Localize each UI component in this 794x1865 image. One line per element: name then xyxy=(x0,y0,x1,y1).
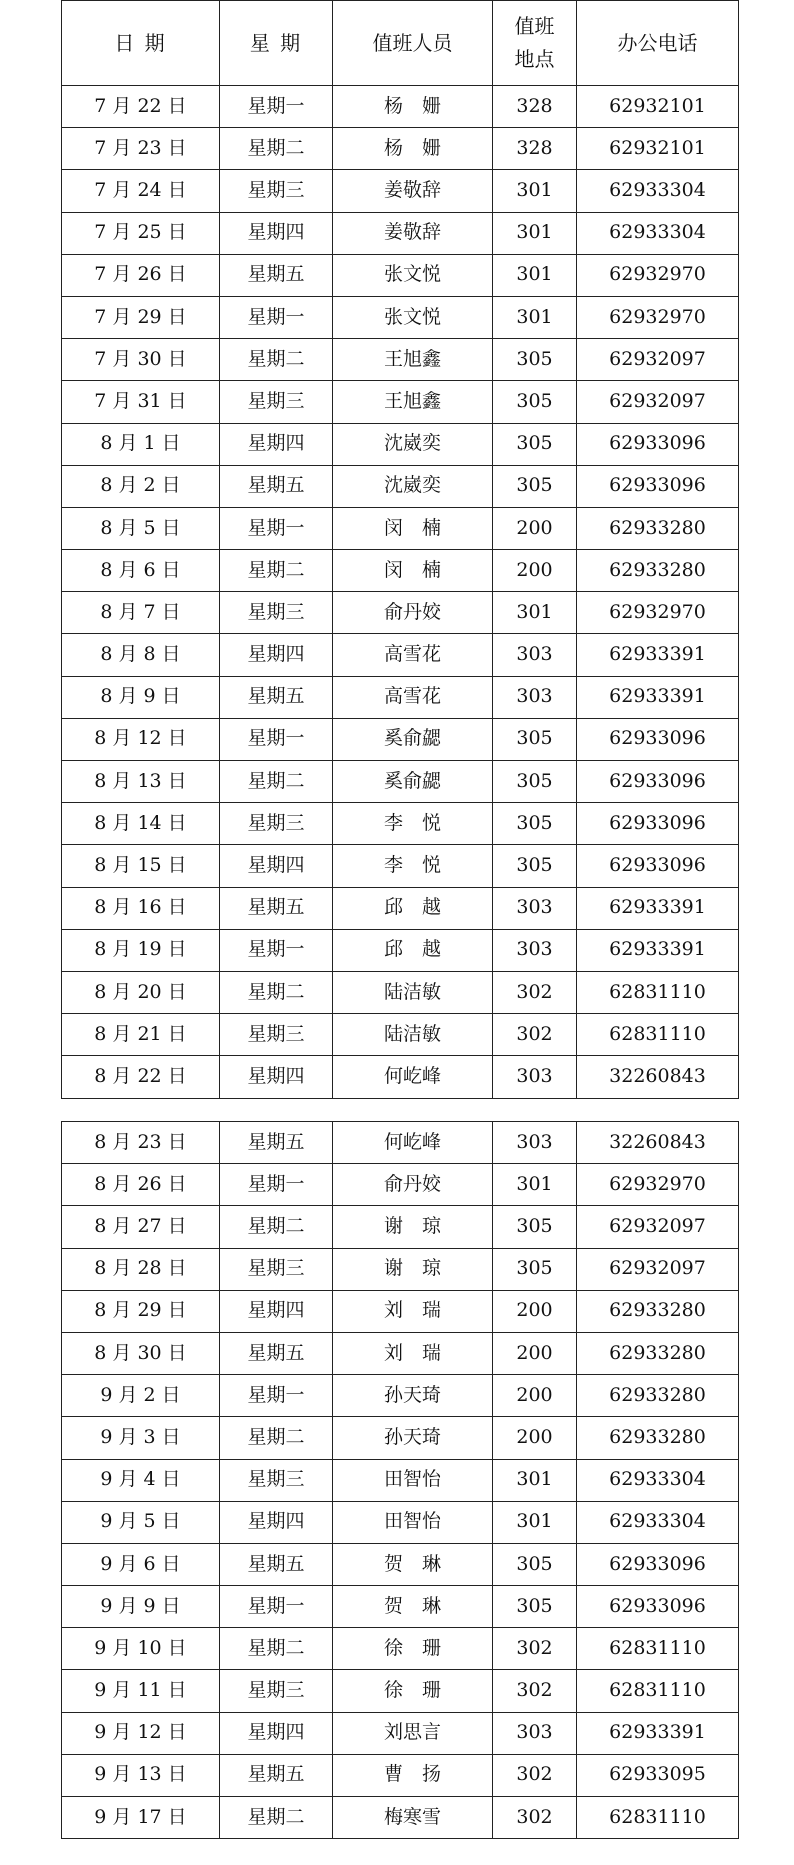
cell-location: 305 xyxy=(493,803,577,845)
cell-phone: 62932970 xyxy=(577,254,739,296)
cell-location: 200 xyxy=(493,1375,577,1417)
cell-staff: 杨 姗 xyxy=(333,86,493,128)
cell-weekday: 星期三 xyxy=(220,1248,333,1290)
cell-staff: 谢 琼 xyxy=(333,1206,493,1248)
cell-date: 9 月 12 日 xyxy=(62,1712,220,1754)
table-row xyxy=(62,254,739,296)
cell-location: 305 xyxy=(493,761,577,803)
table-row xyxy=(62,86,739,128)
cell-weekday: 星期一 xyxy=(220,718,333,760)
cell-weekday: 星期五 xyxy=(220,254,333,296)
cell-location: 302 xyxy=(493,1797,577,1839)
cell-location: 305 xyxy=(493,1586,577,1628)
cell-weekday: 星期五 xyxy=(220,1122,333,1164)
cell-weekday: 星期四 xyxy=(220,845,333,887)
cell-location: 200 xyxy=(493,1290,577,1332)
cell-weekday: 星期二 xyxy=(220,339,333,381)
cell-location: 301 xyxy=(493,1164,577,1206)
cell-phone: 62933304 xyxy=(577,170,739,212)
cell-phone: 62933095 xyxy=(577,1754,739,1796)
cell-date: 9 月 10 日 xyxy=(62,1628,220,1670)
cell-phone: 62831110 xyxy=(577,1628,739,1670)
cell-staff: 高雪花 xyxy=(333,634,493,676)
cell-staff: 奚俞勰 xyxy=(333,718,493,760)
cell-location: 303 xyxy=(493,929,577,971)
cell-phone: 62933304 xyxy=(577,1501,739,1543)
cell-phone: 62932097 xyxy=(577,381,739,423)
cell-date: 8 月 20 日 xyxy=(62,971,220,1013)
table-row xyxy=(62,1290,739,1332)
table-row xyxy=(62,381,739,423)
cell-weekday: 星期三 xyxy=(220,1670,333,1712)
cell-staff: 徐 珊 xyxy=(333,1670,493,1712)
cell-date: 8 月 16 日 xyxy=(62,887,220,929)
cell-staff: 俞丹姣 xyxy=(333,1164,493,1206)
cell-date: 8 月 19 日 xyxy=(62,929,220,971)
cell-phone: 62932970 xyxy=(577,1164,739,1206)
cell-weekday: 星期一 xyxy=(220,929,333,971)
cell-weekday: 星期二 xyxy=(220,550,333,592)
duty-schedule-table-part-2 xyxy=(61,1121,739,1839)
table-row xyxy=(62,718,739,760)
header-location xyxy=(493,1,577,86)
table-row xyxy=(62,803,739,845)
cell-weekday: 星期一 xyxy=(220,1164,333,1206)
cell-date: 7 月 23 日 xyxy=(62,128,220,170)
cell-staff: 徐 珊 xyxy=(333,1628,493,1670)
cell-weekday: 星期三 xyxy=(220,170,333,212)
cell-phone: 62932101 xyxy=(577,86,739,128)
cell-staff: 王旭鑫 xyxy=(333,381,493,423)
cell-staff: 田智怡 xyxy=(333,1459,493,1501)
header-weekday: 星 期 xyxy=(220,1,333,86)
cell-weekday: 星期三 xyxy=(220,381,333,423)
cell-weekday: 星期一 xyxy=(220,296,333,338)
cell-location: 200 xyxy=(493,550,577,592)
table-row xyxy=(62,1122,739,1164)
cell-staff: 孙天琦 xyxy=(333,1375,493,1417)
cell-phone: 62933391 xyxy=(577,929,739,971)
table-row xyxy=(62,1586,739,1628)
table-row xyxy=(62,212,739,254)
cell-date: 9 月 9 日 xyxy=(62,1586,220,1628)
cell-weekday: 星期二 xyxy=(220,1417,333,1459)
table-row xyxy=(62,339,739,381)
cell-location: 303 xyxy=(493,634,577,676)
table-row xyxy=(62,1206,739,1248)
cell-location: 301 xyxy=(493,592,577,634)
table-row xyxy=(62,1332,739,1374)
table-row xyxy=(62,1501,739,1543)
cell-weekday: 星期四 xyxy=(220,1712,333,1754)
cell-location: 200 xyxy=(493,1332,577,1374)
cell-date: 9 月 4 日 xyxy=(62,1459,220,1501)
cell-phone: 62933280 xyxy=(577,1332,739,1374)
cell-date: 8 月 8 日 xyxy=(62,634,220,676)
cell-location: 301 xyxy=(493,1501,577,1543)
cell-date: 7 月 24 日 xyxy=(62,170,220,212)
cell-date: 7 月 22 日 xyxy=(62,86,220,128)
table-row xyxy=(62,423,739,465)
cell-phone: 62831110 xyxy=(577,971,739,1013)
cell-phone: 62932097 xyxy=(577,1206,739,1248)
cell-date: 8 月 1 日 xyxy=(62,423,220,465)
table-row xyxy=(62,1712,739,1754)
cell-staff: 闵 楠 xyxy=(333,507,493,549)
cell-staff: 曹 扬 xyxy=(333,1754,493,1796)
cell-location: 303 xyxy=(493,1122,577,1164)
cell-phone: 62831110 xyxy=(577,1797,739,1839)
header-location-line-2: 地点 xyxy=(514,47,555,71)
cell-weekday: 星期五 xyxy=(220,465,333,507)
cell-phone: 62933280 xyxy=(577,1375,739,1417)
table-row xyxy=(62,1754,739,1796)
cell-staff: 沈崴奕 xyxy=(333,465,493,507)
cell-staff: 邱 越 xyxy=(333,887,493,929)
cell-weekday: 星期三 xyxy=(220,803,333,845)
cell-weekday: 星期四 xyxy=(220,1501,333,1543)
cell-phone: 62933304 xyxy=(577,1459,739,1501)
cell-location: 301 xyxy=(493,1459,577,1501)
cell-date: 8 月 14 日 xyxy=(62,803,220,845)
table-row xyxy=(62,1164,739,1206)
cell-location: 303 xyxy=(493,887,577,929)
cell-date: 8 月 30 日 xyxy=(62,1332,220,1374)
cell-staff: 田智怡 xyxy=(333,1501,493,1543)
cell-location: 301 xyxy=(493,170,577,212)
cell-date: 8 月 2 日 xyxy=(62,465,220,507)
cell-location: 200 xyxy=(493,507,577,549)
table-row xyxy=(62,1248,739,1290)
cell-staff: 何屹峰 xyxy=(333,1056,493,1098)
cell-date: 9 月 17 日 xyxy=(62,1797,220,1839)
cell-staff: 姜敬辞 xyxy=(333,170,493,212)
cell-location: 305 xyxy=(493,339,577,381)
cell-date: 8 月 15 日 xyxy=(62,845,220,887)
cell-staff: 张文悦 xyxy=(333,254,493,296)
cell-date: 8 月 29 日 xyxy=(62,1290,220,1332)
cell-date: 7 月 31 日 xyxy=(62,381,220,423)
cell-location: 305 xyxy=(493,423,577,465)
table-row xyxy=(62,761,739,803)
cell-weekday: 星期四 xyxy=(220,212,333,254)
cell-weekday: 星期一 xyxy=(220,507,333,549)
cell-staff: 杨 姗 xyxy=(333,128,493,170)
cell-date: 8 月 13 日 xyxy=(62,761,220,803)
cell-phone: 62933280 xyxy=(577,550,739,592)
cell-location: 301 xyxy=(493,296,577,338)
cell-staff: 陆洁敏 xyxy=(333,971,493,1013)
cell-location: 328 xyxy=(493,86,577,128)
cell-location: 305 xyxy=(493,465,577,507)
cell-location: 301 xyxy=(493,254,577,296)
cell-staff: 贺 琳 xyxy=(333,1586,493,1628)
cell-date: 8 月 21 日 xyxy=(62,1014,220,1056)
header-staff: 值班人员 xyxy=(333,1,493,86)
cell-phone: 32260843 xyxy=(577,1122,739,1164)
cell-phone: 62932097 xyxy=(577,1248,739,1290)
cell-weekday: 星期二 xyxy=(220,1797,333,1839)
cell-staff: 高雪花 xyxy=(333,676,493,718)
table-row xyxy=(62,465,739,507)
cell-phone: 62831110 xyxy=(577,1670,739,1712)
cell-phone: 62933280 xyxy=(577,1290,739,1332)
cell-weekday: 星期二 xyxy=(220,1206,333,1248)
table-row xyxy=(62,1375,739,1417)
cell-phone: 62933096 xyxy=(577,803,739,845)
table-row xyxy=(62,929,739,971)
cell-date: 9 月 11 日 xyxy=(62,1670,220,1712)
cell-location: 305 xyxy=(493,1206,577,1248)
cell-date: 9 月 3 日 xyxy=(62,1417,220,1459)
cell-date: 8 月 22 日 xyxy=(62,1056,220,1098)
header-phone: 办公电话 xyxy=(577,1,739,86)
table-row xyxy=(62,1014,739,1056)
table-row xyxy=(62,634,739,676)
cell-date: 9 月 13 日 xyxy=(62,1754,220,1796)
cell-date: 7 月 29 日 xyxy=(62,296,220,338)
cell-phone: 62933096 xyxy=(577,423,739,465)
cell-weekday: 星期二 xyxy=(220,971,333,1013)
cell-staff: 沈崴奕 xyxy=(333,423,493,465)
cell-phone: 62933096 xyxy=(577,761,739,803)
cell-phone: 62932970 xyxy=(577,592,739,634)
cell-phone: 62933096 xyxy=(577,845,739,887)
cell-weekday: 星期三 xyxy=(220,1014,333,1056)
cell-phone: 62933096 xyxy=(577,465,739,507)
cell-weekday: 星期一 xyxy=(220,1586,333,1628)
cell-location: 302 xyxy=(493,1670,577,1712)
cell-weekday: 星期五 xyxy=(220,1332,333,1374)
cell-phone: 62831110 xyxy=(577,1014,739,1056)
cell-location: 303 xyxy=(493,1056,577,1098)
cell-date: 8 月 12 日 xyxy=(62,718,220,760)
cell-location: 305 xyxy=(493,718,577,760)
cell-date: 9 月 5 日 xyxy=(62,1501,220,1543)
cell-location: 305 xyxy=(493,845,577,887)
cell-weekday: 星期五 xyxy=(220,1754,333,1796)
cell-date: 7 月 26 日 xyxy=(62,254,220,296)
table-row xyxy=(62,592,739,634)
header-date: 日 期 xyxy=(62,1,220,86)
cell-location: 305 xyxy=(493,1248,577,1290)
cell-phone: 62933391 xyxy=(577,1712,739,1754)
cell-staff: 刘思言 xyxy=(333,1712,493,1754)
cell-phone: 62933304 xyxy=(577,212,739,254)
cell-phone: 62933391 xyxy=(577,634,739,676)
cell-location: 301 xyxy=(493,212,577,254)
table-row xyxy=(62,1459,739,1501)
cell-weekday: 星期一 xyxy=(220,1375,333,1417)
cell-date: 8 月 23 日 xyxy=(62,1122,220,1164)
cell-date: 9 月 2 日 xyxy=(62,1375,220,1417)
duty-schedule-table-part-1 xyxy=(61,0,739,1099)
table-row xyxy=(62,676,739,718)
cell-date: 9 月 6 日 xyxy=(62,1543,220,1585)
cell-staff: 何屹峰 xyxy=(333,1122,493,1164)
cell-date: 8 月 9 日 xyxy=(62,676,220,718)
cell-staff: 闵 楠 xyxy=(333,550,493,592)
cell-staff: 王旭鑫 xyxy=(333,339,493,381)
cell-date: 7 月 25 日 xyxy=(62,212,220,254)
cell-location: 302 xyxy=(493,971,577,1013)
cell-date: 8 月 28 日 xyxy=(62,1248,220,1290)
cell-staff: 贺 琳 xyxy=(333,1543,493,1585)
cell-location: 302 xyxy=(493,1014,577,1056)
table-row xyxy=(62,1628,739,1670)
cell-staff: 陆洁敏 xyxy=(333,1014,493,1056)
table-row xyxy=(62,507,739,549)
cell-location: 302 xyxy=(493,1628,577,1670)
cell-date: 8 月 5 日 xyxy=(62,507,220,549)
cell-phone: 62933280 xyxy=(577,507,739,549)
cell-weekday: 星期四 xyxy=(220,1290,333,1332)
table-row xyxy=(62,1417,739,1459)
cell-location: 328 xyxy=(493,128,577,170)
cell-staff: 谢 琼 xyxy=(333,1248,493,1290)
cell-location: 303 xyxy=(493,676,577,718)
cell-staff: 梅寒雪 xyxy=(333,1797,493,1839)
cell-phone: 62933096 xyxy=(577,1586,739,1628)
cell-phone: 32260843 xyxy=(577,1056,739,1098)
cell-date: 8 月 27 日 xyxy=(62,1206,220,1248)
table-row xyxy=(62,845,739,887)
table-row xyxy=(62,1543,739,1585)
cell-date: 8 月 7 日 xyxy=(62,592,220,634)
table-row xyxy=(62,128,739,170)
cell-phone: 62932101 xyxy=(577,128,739,170)
table-row xyxy=(62,971,739,1013)
table-row xyxy=(62,1670,739,1712)
cell-location: 302 xyxy=(493,1754,577,1796)
cell-phone: 62932097 xyxy=(577,339,739,381)
cell-weekday: 星期二 xyxy=(220,128,333,170)
cell-weekday: 星期二 xyxy=(220,761,333,803)
table-row xyxy=(62,296,739,338)
cell-staff: 李 悦 xyxy=(333,845,493,887)
cell-weekday: 星期三 xyxy=(220,592,333,634)
cell-weekday: 星期四 xyxy=(220,634,333,676)
cell-weekday: 星期三 xyxy=(220,1459,333,1501)
cell-weekday: 星期四 xyxy=(220,1056,333,1098)
cell-staff: 李 悦 xyxy=(333,803,493,845)
table-row xyxy=(62,170,739,212)
cell-weekday: 星期五 xyxy=(220,676,333,718)
cell-staff: 姜敬辞 xyxy=(333,212,493,254)
table-row xyxy=(62,550,739,592)
cell-staff: 刘 瑞 xyxy=(333,1332,493,1374)
table-row xyxy=(62,887,739,929)
cell-staff: 孙天琦 xyxy=(333,1417,493,1459)
cell-phone: 62933096 xyxy=(577,1543,739,1585)
duty-schedule-body-part-1 xyxy=(62,1,739,1099)
cell-date: 7 月 30 日 xyxy=(62,339,220,381)
cell-weekday: 星期四 xyxy=(220,423,333,465)
cell-phone: 62933280 xyxy=(577,1417,739,1459)
cell-location: 303 xyxy=(493,1712,577,1754)
cell-staff: 邱 越 xyxy=(333,929,493,971)
cell-phone: 62933391 xyxy=(577,676,739,718)
table-header-row xyxy=(62,1,739,86)
cell-location: 305 xyxy=(493,381,577,423)
duty-schedule-body-part-2 xyxy=(62,1122,739,1839)
cell-weekday: 星期一 xyxy=(220,86,333,128)
cell-staff: 奚俞勰 xyxy=(333,761,493,803)
cell-staff: 俞丹姣 xyxy=(333,592,493,634)
cell-phone: 62933096 xyxy=(577,718,739,760)
cell-date: 8 月 26 日 xyxy=(62,1164,220,1206)
cell-weekday: 星期五 xyxy=(220,1543,333,1585)
cell-weekday: 星期二 xyxy=(220,1628,333,1670)
cell-location: 200 xyxy=(493,1417,577,1459)
cell-location: 305 xyxy=(493,1543,577,1585)
table-row xyxy=(62,1797,739,1839)
table-row xyxy=(62,1056,739,1098)
cell-phone: 62932970 xyxy=(577,296,739,338)
cell-weekday: 星期五 xyxy=(220,887,333,929)
cell-staff: 张文悦 xyxy=(333,296,493,338)
cell-phone: 62933391 xyxy=(577,887,739,929)
header-location-line-1: 值班 xyxy=(514,14,555,38)
cell-staff: 刘 瑞 xyxy=(333,1290,493,1332)
cell-date: 8 月 6 日 xyxy=(62,550,220,592)
